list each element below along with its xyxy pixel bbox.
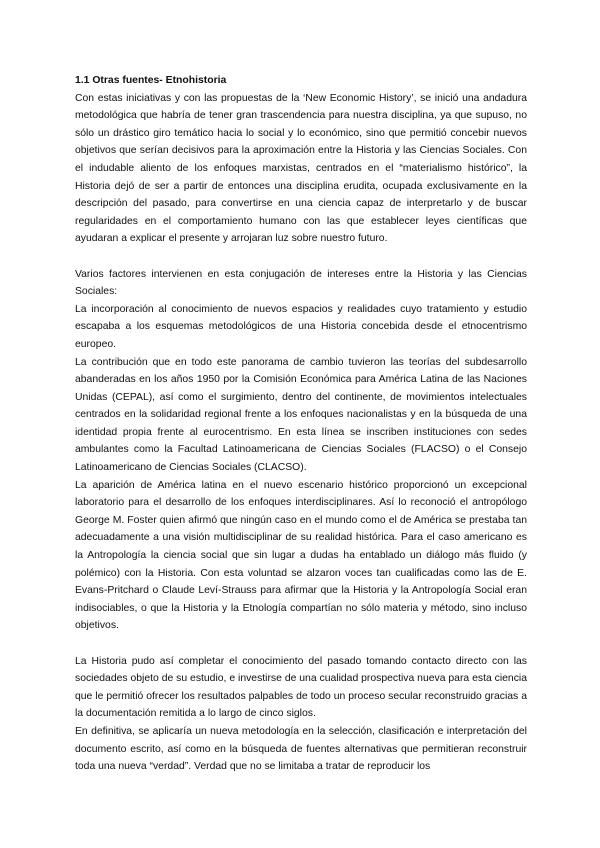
paragraph-latin-america-lab: La aparición de América latina en el nuevo escenario histórico proporcionó un excepcional laboratorio para el desarrollo de los enfoques interdisciplinares. Así lo reconoció el antropólogo George M. Foster quien afirmó que ningún caso en el mundo como el de América se prestaba tan adecuadamente a una visión multidisciplinar de su realidad histórica. Para el caso americano es la Antropología la ciencia social que sin lugar a dudas ha entablado un diálogo más fluido (y polémico) con la Historia. Con esta voluntad se alzaron voces tan cualificadas como las de E. Evans-Pritchard o Claude Leví-Strauss para afirmar que la Historia y la Antropología Social eran indisociables, o que la Historia y la Etnología compartían no sólo materia y método, sino incluso objetivos. [75,479,527,632]
paragraph-gap [75,248,527,266]
paragraph-cepal: La contribución que en todo este panorama de cambio tuvieron las teorías del subdesarrollo abanderadas en los años 1950 por la Comisión Económica para América Latina de las Naciones Unidas (CEPAL), así como el surgimiento, dentro del continente, de movimientos intelectuales centrados en la solidaridad regional frente a los enfoques nacionalistas y en la búsqueda de una identidad propia frente al eurocentrismo. En esta línea se inscriben instituciones con sedes ambulantes como la Facultad Latinoamericana de Ciencias Sociales (FLACSO) o el Consejo Latinoamericano de Ciencias Sociales (CLACSO). [75,356,527,474]
paragraph-new-economic-history: Con estas iniciativas y con las propuestas de la ‘New Economic History’, se inició una andadura metodológica que habría de tener gran trascendencia para nuestra disciplina, ya que supuso, no sólo un drástico giro temático hacia lo social y lo económico, sino que permitió concebir nuevos objetivos que serían decisivos para la aproximación entre la Historia y las Ciencias Sociales. Con el indudable aliento de los enfoques marxistas, centrados en el “materialismo histórico”, la Historia dejó de ser a partir de entonces una disciplina erudita, ocupada exclusivamente en la descripción del pasado, para convertirse en una ciencia capaz de interpretarlo y de buscar regularidades en el comportamiento humano con las que establecer leyes científicas que ayudaran a explicar el presente y arrojaran luz sobre nuestro futuro. [75,92,527,245]
paragraph-new-methodology: En definitiva, se aplicaría un nueva metodología en la selección, clasificación e interpretación del documento escrito, así como en la búsqueda de fuentes alternativas que permitieran reconstruir toda una nueva “verdad”. Verdad que no se limitaba a tratar de reproducir los [75,725,527,773]
paragraph-new-spaces: La incorporación al conocimiento de nuevos espacios y realidades cuyo tratamiento y estudio escapaba a los esquemas metodológicos de una Historia concebida desde el etnocentrismo europeo. [75,303,527,350]
section-heading: 1.1 Otras fuentes- Etnohistoria [75,75,227,86]
paragraph-history-completed: La Historia pudo así completar el conocimiento del pasado tomando contacto directo con las sociedades objeto de su estudio, e investirse de una cualidad prospectiva nueva para esta ciencia que le permitió ofrecer los resultados palpables de todo un proceso secular reconstruido gracias a la documentación remitida a lo largo de cinco siglos. [75,655,527,720]
paragraph-gap [75,635,527,653]
document-page [75,72,527,776]
paragraph-factors-intro: Varios factores intervienen en esta conjugación de intereses entre la Historia y las Ciencias Sociales: [75,268,527,298]
